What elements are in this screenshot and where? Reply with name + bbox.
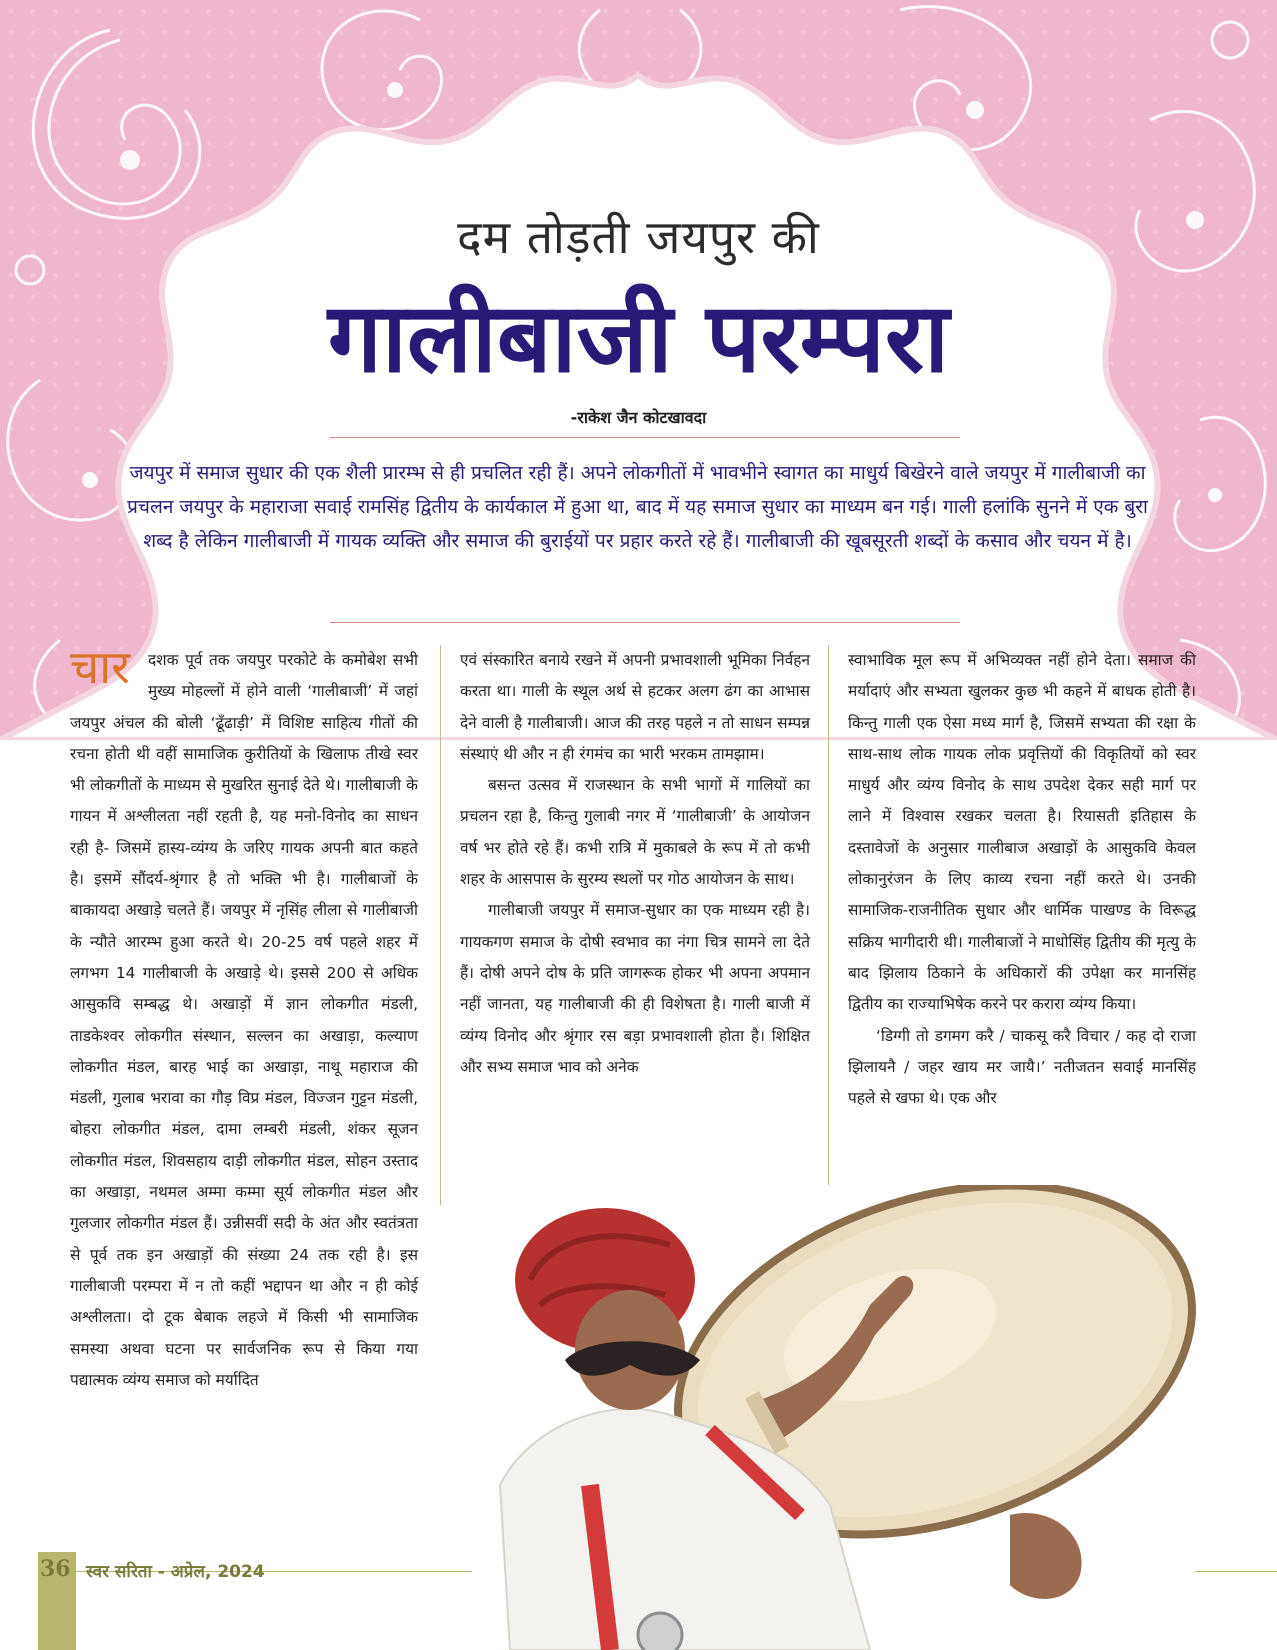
article-column-2 [460,645,810,1083]
magazine-issue: स्वर सरिता - अप्रेल, 2024 [86,1562,265,1582]
standfirst-intro: जयपुर में समाज सुधार की एक शैली प्रारम्भ से ही प्रचलित रही हैं। अपने लोकगीतों में भावभीने स्वागत का माधुर्य बिखेरने वाले जयपुर में गालीबाजी का प्रचलन जयपुर के महाराजा सवाई रामसिंह द्वितीय के कार्यकाल में हुआ था, बाद में यह समाज सुधार का माध्यम बन गई। गाली हलांकि सुनने में एक बुरा शब्द है लेकिन गालीबाजी में गायक व्यक्ति और समाज की बुराईयों पर प्रहार करते रहे हैं। गालीबाजी की खूबसूरती शब्दों के कसाव और चयन में है। [127,462,1148,552]
paragraph: गालीबाजी जयपुर में समाज-सुधार का एक माध्यम रही है। गायकगण समाज के दोषी स्वभाव का नंगा चित्र सामने ला देते हैं। दोषी अपने दोष के प्रति जागरूक होकर भी अपना अपमान नहीं जानता, यह गालीबाजी की ही विशेषता है। गाली बाजी में व्यंग्य विनोद और श्रृंगार रस बड़ा प्रभावशाली होता है। शिक्षित और सभ्य समाज भाव को अनेक [460,901,810,1076]
headline-kicker: दम तोड़ती जयपुर की [457,210,820,264]
drop-cap: चार [70,640,130,694]
paragraph: एवं संस्कारित बनाये रखने में अपनी प्रभावशाली भूमिका निर्वहन करता था। गाली के स्थूल अर्थ से हटकर अलग ढंग का आभास देने वाली है गालीबाजी। आज की तरह पहले न तो साधन सम्पन्न संस्थाएं थी और न ही रंगमंच का भारी भरकम तामझाम। [460,651,810,763]
folk-singer-with-daf-drum-photo [470,1185,1210,1650]
paragraph: बसन्त उत्सव में राजस्थान के सभी भागों में गालियों का प्रचलन रहा है, किन्तु गुलाबी नगर में ‘गालीबाजी’ के आयोजन वर्ष भर होते रहे हैं। कभी रात्रि में मुकाबले के रूप में तो कभी शहर के आसपास के सुरम्य स्थलों पर गोठ आयोजन के साथ। [460,776,810,889]
footer-rule-right [1195,1571,1277,1572]
paragraph: स्वाभाविक मूल रूप में अभिव्यक्त नहीं होने देता। समाज की मर्यादाएं और सभ्यता खुलकर कुछ भी कहने में बाधक होती है। किन्तु गाली एक ऐसा मध्य मार्ग है, जिसमें सभ्यता की रक्षा के साथ-साथ लोक गायक लोक प्रवृत्तियों की विकृतियों को स्वर माधुर्य और व्यंग्य विनोद के साथ उपदेश देकर सही मार्ग पर लाने में विश्वास रखकर चलता है। रियासती इतिहास के दस्तावेजों के अनुसार गालीबाज अखाड़ों के आसुकवि केवल लोकानुरंजन के लिए काव्य रचना नहीं करते थे। उनकी सामाजिक-राजनीतिक सुधार और धार्मिक पाखण्ड के विरूद्ध सक्रिय भागीदारी थी। गालीबाजों ने माधोसिंह द्वितीय की मृत्यु के बाद झिलाय ठिकाने के अधिकारों की उपेक्षा कर मानसिंह द्वितीय का राज्याभिषेक करने पर करारा व्यंग्य किया। [848,651,1196,1014]
divider-bottom [330,622,960,623]
divider-top [330,437,960,438]
paragraph: दशक पूर्व तक जयपुर परकोटे के कमोबेश सभी मुख्य मोहल्लों में होने वाली ‘गालीबाजी’ में जहां जयपुर अंचल की बोली ‘ढूँढाड़ी’ में विशिष्ट साहित्य गीतों की रचना होती थी वहीं सामाजिक कुरीतियों के खिलाफ तीखे स्वर भी लोकगीतों के माध्यम से मुखरित सुनाई देते थे। गालीबाजी के गायन में अश्लीलता नहीं रहती है, यह मनो-विनोद का साधन रही है- जिसमें हास्य-व्यंग्य के जरिए गायक अपनी बात कहते है। इसमें सौंदर्य-श्रृंगार है तो भक्ति भी है। गालीबाजों के बाकायदा अखाड़े चलते हैं। जयपुर में नृसिंह लीला से गालीबाजी के न्यौते आरम्भ हुआ करते थे। 20-25 वर्ष पहले शहर में लगभग 14 गालीबाजी के अखाड़े थे। इससे 200 से अधिक आसुकवि सम्बद्ध थे। अखाड़ों में ज्ञान लोकगीत मंडली, ताडकेश्वर लोकगीत संस्थान, सल्लन का अखाड़ा, कल्याण लोकगीत मंडल, बारह भाई का अखाड़ा, नाथू महाराज की मंडली, गुलाब भरावा का गौड़ विप्र मंडल, विज्जन गुट्टन मंडली, बोहरा लोकगीत मंडल, दामा लम्बरी मंडली, शंकर सूजन लोकगीत मंडल, शिवसहाय दाड़ी लोकगीत मंडल, सोहन उस्ताद का अखाड़ा, नथमल अम्मा कम्मा सूर्य लोकगीत मंडल और गुलजार लोकगीत मंडल हैं। उन्नीसवीं सदी के अंत और स्वतंत्रता से पूर्व तक इन अखाड़ों की संख्या 24 तक रही है। इस गालीबाजी परम्परा में न तो कहीं भद्दापन था और न ही कोई अश्लीलता। दो टूक बेबाक लहजे में किसी भी सामाजिक समस्या अथवा घटना पर सार्वजनिक रूप से किया गया पद्यात्मक व्यंग्य समाज को मर्यादित [70,651,418,1389]
page-title: गालीबाजी परम्परा [327,282,950,394]
author-byline: -राकेश जैन कोटखावदा [570,408,707,427]
page-number: 36 [40,1556,71,1582]
article-column-3 [848,645,1196,1114]
article-column-1 [70,640,418,1396]
paragraph: ‘डिग्गी तो डगमग करै / चाकसू करै विचार / कह दो राजा झिलायनै / जहर खाय मर जायै।’ नतीजतन सवाई मानसिंह पहले से खफा थे। एक और [848,1026,1196,1108]
column-divider-2 [828,645,829,1185]
column-divider-1 [440,645,441,1205]
